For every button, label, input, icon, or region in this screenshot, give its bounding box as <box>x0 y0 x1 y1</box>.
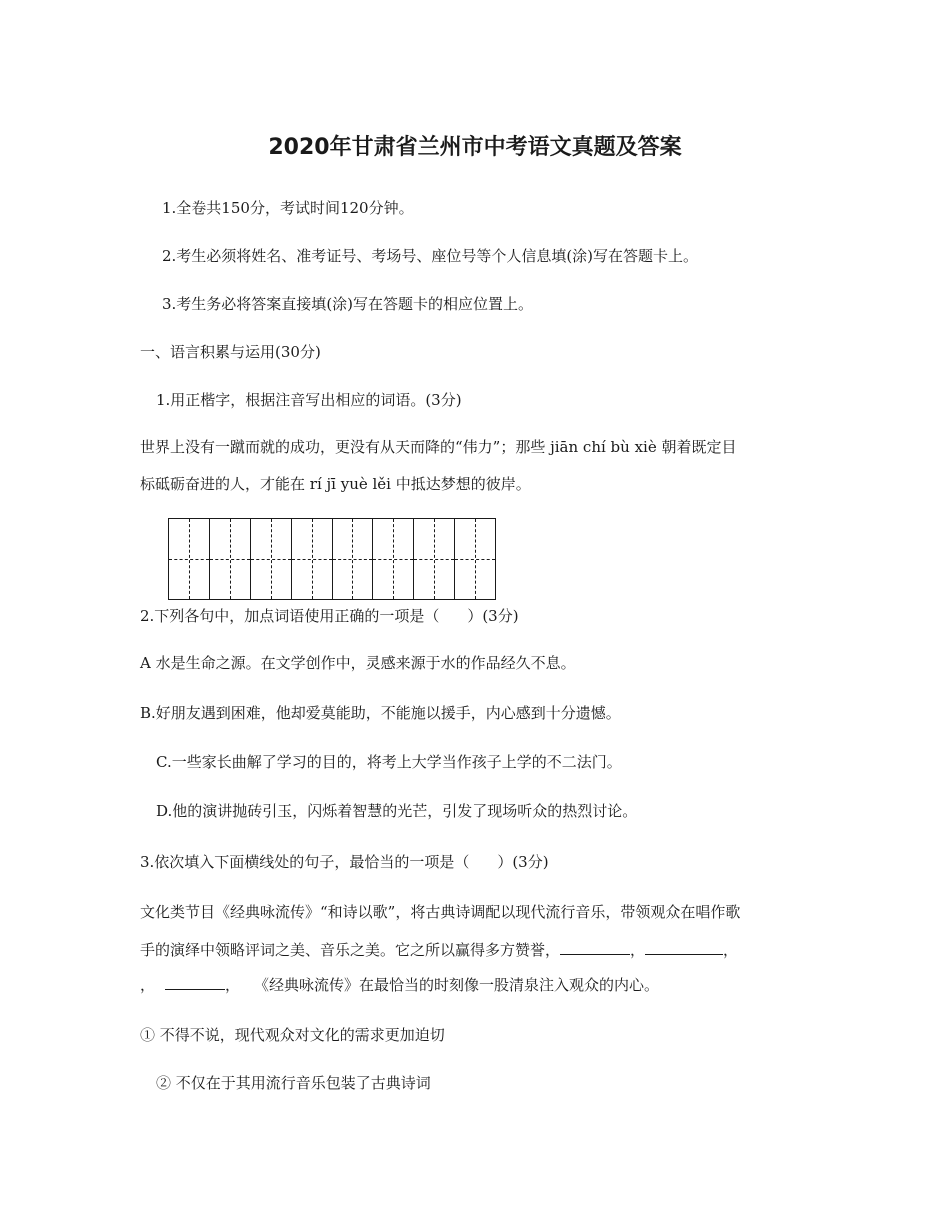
question-2-stem-text: 2.下列各句中，加点词语使用正确的一项是（ <box>140 607 440 625</box>
note-2: 2.考生必须将姓名、准考证号、考场号、座位号等个人信息填(涂)写在答题卡上。 <box>162 247 699 265</box>
grid-cell[interactable] <box>291 519 332 599</box>
question-2-option-c: C.一些家长曲解了学习的目的，将考上大学当作孩子上学的不二法门。 <box>156 753 622 771</box>
question-3-paragraph-line-3 <box>140 975 659 995</box>
fill-blank-2[interactable] <box>645 940 723 955</box>
comma: ， <box>630 941 646 959</box>
comma: ， <box>225 976 241 994</box>
grid-cell[interactable] <box>209 519 250 599</box>
question-3-stem-text: 3.依次填入下面横线处的句子，最恰当的一项是（ <box>140 853 470 871</box>
grid-cell[interactable] <box>413 519 454 599</box>
question-2-stem <box>140 606 519 626</box>
grid-cell[interactable] <box>454 519 495 599</box>
question-2-option-a: A 水是生命之源。在文学创作中，灵感来源于水的作品经久不息。 <box>140 654 576 672</box>
note-1: 1.全卷共150分，考试时间120分钟。 <box>162 199 414 217</box>
section-heading: 一、语言积累与运用(30分) <box>140 343 321 361</box>
grid-cell[interactable] <box>372 519 413 599</box>
question-2-option-b: B.好朋友遇到困难，他却爱莫能助，不能施以援手，内心感到十分遗憾。 <box>140 704 621 722</box>
fill-blank-1[interactable] <box>560 940 630 955</box>
answer-grid[interactable] <box>168 518 496 600</box>
question-3-paragraph-line-1: 文化类节目《经典咏流传》“和诗以歌”，将古典诗调配以现代流行音乐，带领观众在唱作歌 <box>140 903 741 921</box>
grid-cell[interactable] <box>250 519 291 599</box>
paragraph-text: 《经典咏流传》在最恰当的时刻像一股清泉注入观众的内心。 <box>254 976 660 994</box>
question-1-stem: 1.用正楷字，根据注音写出相应的词语。(3分) <box>156 391 462 409</box>
comma: ， <box>723 941 739 959</box>
question-2-score: ）(3分) <box>467 607 519 625</box>
question-3-choice-2: ② 不仅在于其用流行音乐包装了古典诗词 <box>156 1074 431 1092</box>
question-2-option-d: D.他的演讲抛砖引玉，闪烁着智慧的光芒，引发了现场听众的热烈讨论。 <box>156 802 638 820</box>
question-1-text-line-2: 标砥砺奋进的人，才能在 rí jī yuè lěi 中抵达梦想的彼岸。 <box>140 475 531 493</box>
question-3-stem <box>140 852 549 872</box>
paragraph-text: 手的演绎中领略评词之美、音乐之美。它之所以赢得多方赞誉， <box>140 941 561 959</box>
grid-cell[interactable] <box>332 519 373 599</box>
question-3-score: ）(3分) <box>497 853 549 871</box>
question-1-text-line-1: 世界上没有一蹴而就的成功，更没有从天而降的“伟力”；那些 jiān chí bù xiè 朝着既定目 <box>140 438 737 456</box>
question-3-paragraph-line-2 <box>140 940 738 960</box>
fill-blank-3[interactable] <box>165 975 225 990</box>
comma: ， <box>140 976 156 994</box>
page-title: 2020年甘肃省兰州市中考语文真题及答案 <box>268 135 682 160</box>
question-3-choice-1: ① 不得不说，现代观众对文化的需求更加迫切 <box>140 1026 445 1044</box>
note-3: 3.考生务必将答案直接填(涂)写在答题卡的相应位置上。 <box>162 295 534 313</box>
grid-cell[interactable] <box>169 519 209 599</box>
